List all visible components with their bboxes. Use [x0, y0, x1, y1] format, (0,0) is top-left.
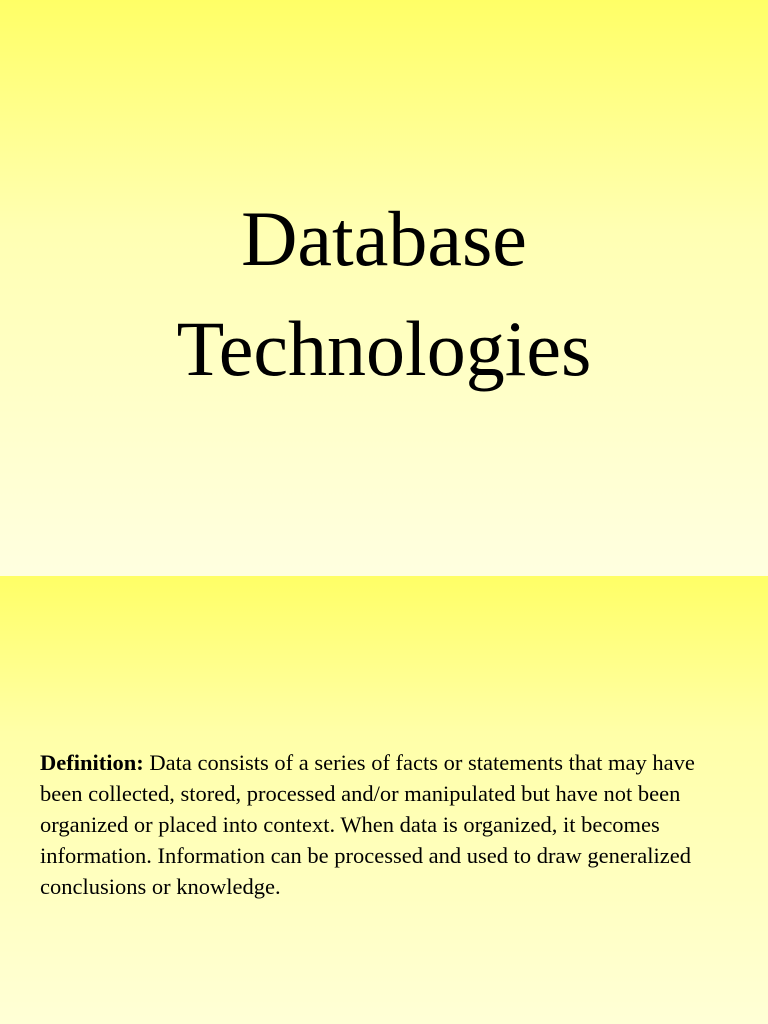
slide-title [0, 184, 768, 404]
definition-paragraph [40, 747, 730, 902]
definition-slide [0, 576, 768, 1024]
definition-label: Definition: [40, 750, 144, 775]
definition-text: Data consists of a series of facts or statements that may have been collected, stored, processed and/or manipulated but have not been organized or placed into context. When data is organized, it becomes information. Information can be processed and used to draw generalized conclusions or knowledge. [40, 750, 695, 899]
title-line-2: Technologies [176, 305, 592, 392]
title-line-1: Database [241, 195, 527, 282]
